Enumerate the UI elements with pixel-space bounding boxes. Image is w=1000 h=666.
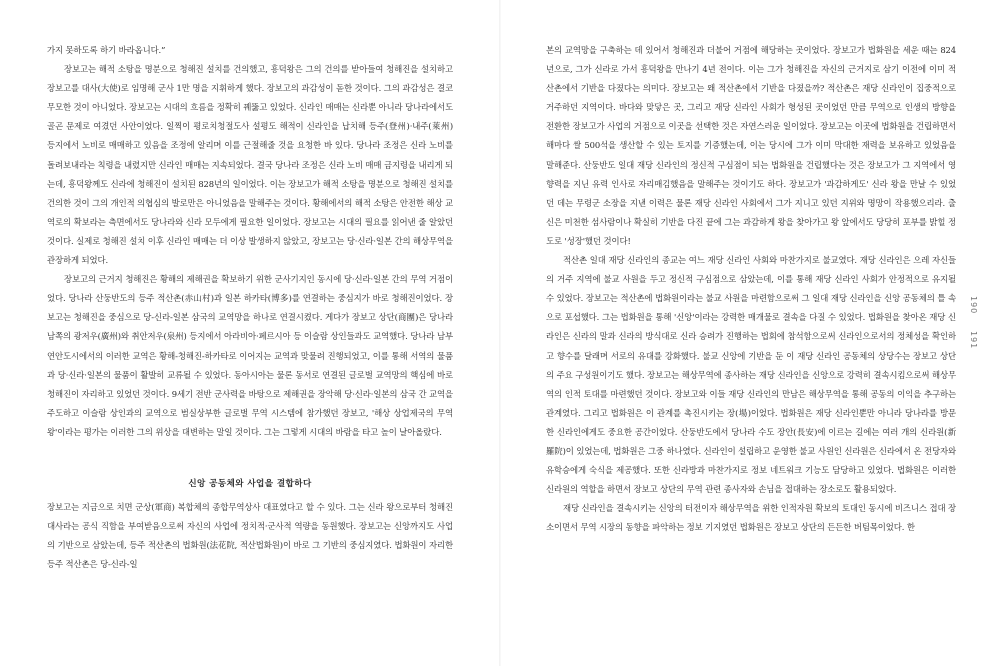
left-text-column [47, 41, 453, 574]
page-number-left: 190 [969, 296, 978, 315]
page-number-right: 191 [969, 330, 978, 350]
opening-line: 가지 못하도록 하기 바라옵니다.” [47, 45, 166, 55]
body-paragraph: 장보고는 지금으로 치면 군상(軍商) 복합체의 종합무역상사 대표였다고 할 수 있다. 그는 신라 왕으로부터 청해진 대사라는 공식 직함을 부여받음으로써 자신의 사업에 정치적·군사적 역량을 동원했다. 장보고는 신앙까지도 사업의 기반으로 삼았는데, 등주 적산촌의 법화원(法花院, 적산법화원)이 바로 그 기반의 중심지였다. 법화원이 자리한 등주 적산촌은 당-신라-일 [47, 502, 453, 570]
page-folio [962, 296, 978, 349]
body-paragraph: 적산촌 일대 재당 신라인의 종교는 여느 재당 신라인 사회와 마찬가지로 불교였다. 재당 신라인은 으레 자신들의 거주 지역에 불교 사원을 두고 정신적 구심점으로 삼았는데, 이를 통해 재당 신라인 사회가 안정적으로 유지될 수 있었다. 장보고는 적산촌에 법화원이라는 불교 사원을 마련함으로써 그 일대 재당 신라인을 신앙 공동체의 틀 속으로 포섭했다. 그는 법화원을 통해 '신앙'이라는 강력한 매개물로 결속을 다질 수 있었다. 법화원을 찾아온 재당 신라인은 신라의 말과 신라의 방식대로 신라 승려가 진행하는 법회에 참석함으로써 신라인으로서의 정체성을 확인하고 향수를 달래며 서로의 유대를 강화했다. 불교 신앙에 기반을 둔 이 재당 신라인 공동체의 상당수는 장보고 상단의 주요 구성원이기도 했다. 장보고는 해상무역에 종사하는 재당 신라인을 신앙으로 강력히 결속시킴으로써 해상무역의 인적 토대를 마련했던 것이다. 장보고와 이들 재당 신라인의 만남은 해상무역을 통해 공동의 이익을 추구하는 관계였다. 그리고 법화원은 이 관계를 촉진시키는 장(場)이었다. 법화원은 재당 신라인뿐만 아니라 당나라를 방문한 신라인에게도 중요한 공간이었다. 산둥반도에서 당나라 수도 장안(長安)에 이르는 길에는 여러 개의 신라원(新羅院)이 있었는데, 법화원은 그중 하나였다. 신라인이 설립하고 운영한 불교 사원인 신라원은 신라에서 온 전당자와 유학승에게 숙식을 제공했다. 또한 신라방과 마찬가지로 정보 네트워크 기능도 담당하고 있었다. 법화원은 이러한 신라원의 역할을 하면서 장보고 상단의 무역 관련 종사자와 손님을 접대하는 장소로도 활용되었다. [546, 255, 956, 495]
section-heading: 신앙 공동체와 사업을 결합하다 [188, 478, 312, 489]
right-page [500, 0, 1000, 666]
body-paragraph: 재당 신라인을 결속시키는 신앙의 터전이자 해상무역을 위한 인적자원 확보의 토대인 동시에 비즈니스 접대 장소이면서 무역 시장의 동향을 파악하는 정보 기지였던 법화원은 장보고 상단의 든든한 버팀목이었다. 한 [546, 503, 956, 533]
folio-separator [969, 321, 978, 325]
body-paragraph: 장보고는 해적 소탕을 명분으로 청해진 설치를 건의했고, 흥덕왕은 그의 건의를 받아들여 청해진을 설치하고 장보고를 대사(大使)로 임명해 군사 1만 명을 지휘하게 했다. 장보고의 과감성이 돋한 것이다. 그의 과감성은 결코 무모한 것이 아니었다. 장보고는 시대의 흐름을 정확히 꿰뚫고 있었다. 신라인 매매는 신라뿐 아니라 당나라에서도 골곤 문제로 여겼던 사안이었다. 일찍이 평로치청절도사 설평도 해적이 신라인을 납치해 등주(登州)·내주(萊州) 등지에서 노비로 매매하고 있음을 조정에 알리며 이를 근절해줄 것을 요청한 바 있다. 당나라 조정은 신라 노비를 돌려보내라는 칙령을 내렸지만 신라인 매매는 지속되었다. 결국 당나라 조정은 신라 노비 매매 금지령을 내리게 되는데, 흥덕왕께도 신라에 청해진이 설치된 828년의 일이었다. 이는 장보고가 해적 소탕을 명분으로 청해진 설치를 건의한 것이 그의 개인적 의협심의 발로만은 아니었음을 말해주는 것이다. 황해에서의 해적 소탕은 안전한 해상 교역로의 확보라는 측면에서도 당나라와 신라 모두에게 필요한 일이었다. 장보고는 시대의 필요를 읽어낸 줄 알았던 것이다. 실제로 청해진 설치 이후 신라인 매매는 더 이상 발생하지 않았고, 장보고는 당·신라·일본 간의 해상무역을 관장하게 되었다. [47, 64, 453, 266]
right-text-column [546, 41, 956, 537]
body-paragraph: 장보고의 근거지 청해진은 황해의 제해권을 확보하기 위한 군사기지인 동시에 당·신라·일본 간의 무역 거점이었다. 당나라 산둥반도의 등주 적산촌(赤山村)과 일본 하카타(博多)를 연결하는 중심지가 바로 청해진이었다. 장보고는 청해진을 중심으로 당-신라-일본 삼국의 교역망을 하나로 연결시켰다. 게다가 장보고 상단(商團)은 당나라 남쪽의 광저우(廣州)와 취안저우(泉州) 등지에서 아라비아·페르시아 등 이슬람 상인들과도 교역했다. 당나라 남부 연안도시에서의 이러한 교역은 황해-청해진-하카타로 이어지는 교역과 맞물려 진행되었고, 이를 통해 서역의 물품과 당·신라·일본의 물품이 활발히 교류될 수 있었다. 동아시아는 물론 동서로 연결된 글로벌 교역망의 핵심에 바로 청해진이 자리하고 있었던 것이다. 9세기 전반 군사력을 바탕으로 제해권을 장악해 당·신라·일본의 삼국 간 교역을 주도하고 이슬람 상인과의 교역으로 범실상부한 글로벌 무역 시스템에 참가했던 장보고, '해상 상업제국의 무역왕'이라는 평가는 이러한 그의 위상을 대변하는 말일 것이다. 그는 그렇게 시대의 바람을 타고 높이 날아올랐다. [47, 274, 453, 437]
body-paragraph: 본의 교역망을 구축하는 데 있어서 청해진과 더불어 거점에 해당하는 곳이었다. 장보고가 법화원을 세운 때는 824년으로, 그가 신라로 가서 흥덕왕을 만나기 4년 전이다. 이는 그가 청해진을 자신의 근거지로 삼기 이전에 이미 적산촌에서 기반을 다졌다는 의미다. 장보고는 왜 적산촌에서 기반을 다졌을까? 적산촌은 재당 신라인이 집중적으로 거주하던 지역이다. 바다와 맞닿은 곳, 그리고 재당 신라인 사회가 형성된 곳이었던 만큼 무역으로 인생의 방향을 전환한 장보고가 사업의 거점으로 이곳을 선택한 것은 자연스러운 일이었다. 장보고는 이곳에 법화원을 건립하면서 해마다 쌀 500석을 생산할 수 있는 토지를 기증했는데, 이는 당시에 그가 이미 막대한 재력을 보유하고 있었음을 말해준다. 산둥반도 일대 재당 신라인의 정신적 구심점이 되는 법화원을 건립했다는 것은 장보고가 그 지역에서 영향력을 지닌 유력 인사로 자리매김했음을 말해주는 것이기도 하다. 장보고가 '과감하게도' 신라 왕을 만날 수 있었던 데는 무령군 소장을 지낸 이력은 물론 재당 신라인 사회에서 그가 지니고 있던 지위와 명망이 작용했으리라. 출신은 미천한 섬사람이나 확실히 기반을 다진 끝에 그는 과감하게 왕을 찾아가고 왕 앞에서도 당당히 포부를 밝힐 정도로 '성장'했던 것이다! [546, 45, 956, 246]
